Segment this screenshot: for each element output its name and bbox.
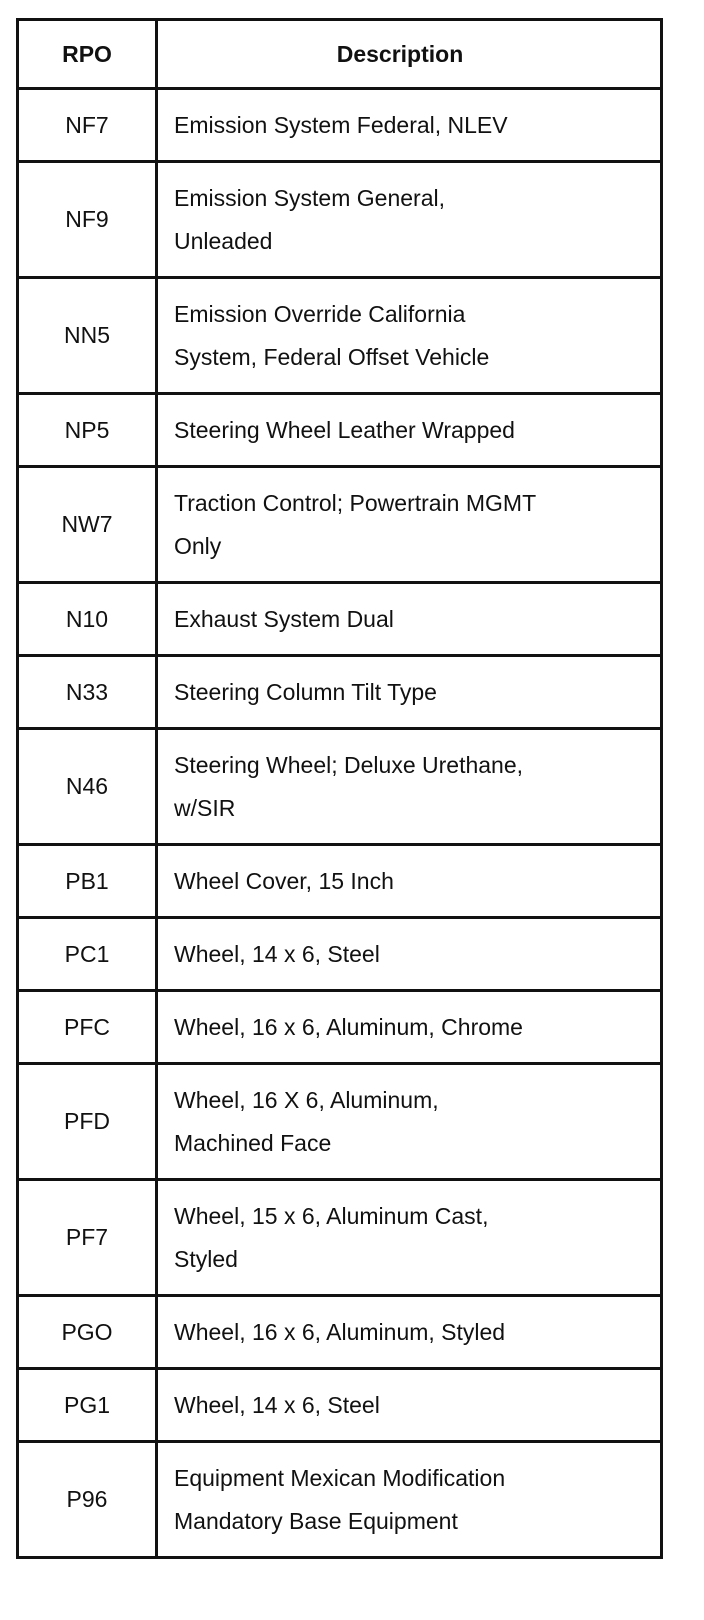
rpo-code-cell: PFC: [19, 992, 158, 1062]
description-cell: [158, 919, 660, 989]
description-cell: [158, 584, 660, 654]
rpo-code-cell: NN5: [19, 279, 158, 392]
rpo-code-cell: PC1: [19, 919, 158, 989]
description-line: Emission Override California: [174, 300, 466, 327]
rpo-code-cell: PGO: [19, 1297, 158, 1367]
description-line: Exhaust System Dual: [174, 605, 394, 632]
table-row: [19, 919, 660, 992]
table-row: [19, 730, 660, 846]
description-cell: [158, 846, 660, 916]
description-line: Steering Wheel Leather Wrapped: [174, 416, 515, 443]
rpo-code-cell: PF7: [19, 1181, 158, 1294]
rpo-code-cell: N46: [19, 730, 158, 843]
rpo-code-cell: NF9: [19, 163, 158, 276]
table-row: [19, 1181, 660, 1297]
description-cell: [158, 468, 660, 581]
rpo-table: [16, 18, 663, 1559]
description-line: Steering Column Tilt Type: [174, 678, 437, 705]
rpo-code-cell: PB1: [19, 846, 158, 916]
description-line: Traction Control; Powertrain MGMT: [174, 489, 537, 516]
rpo-code-cell: N10: [19, 584, 158, 654]
table-row: [19, 992, 660, 1065]
table-row: [19, 468, 660, 584]
description-line: System, Federal Offset Vehicle: [174, 343, 490, 370]
header-description: Description: [336, 40, 464, 67]
description-line: w/SIR: [174, 794, 236, 821]
description-line: Emission System Federal, NLEV: [174, 111, 508, 138]
table-row: [19, 279, 660, 395]
description-line: Wheel Cover, 15 Inch: [174, 867, 394, 894]
rpo-code-cell: N33: [19, 657, 158, 727]
table-body: [19, 90, 660, 1559]
description-cell: [158, 657, 660, 727]
description-cell: [158, 1065, 660, 1178]
description-cell: [158, 1181, 660, 1294]
description-line: Unleaded: [174, 227, 273, 254]
description-line: Wheel, 16 x 6, Aluminum, Styled: [174, 1318, 506, 1345]
table-row: [19, 163, 660, 279]
table-row: [19, 1443, 660, 1559]
description-cell: [158, 1370, 660, 1440]
table-row: [19, 90, 660, 163]
description-line: Wheel, 14 x 6, Steel: [174, 940, 380, 967]
rpo-code-cell: PFD: [19, 1065, 158, 1178]
description-line: Wheel, 15 x 6, Aluminum Cast,: [174, 1202, 489, 1229]
table-row: [19, 1370, 660, 1443]
rpo-code-cell: PG1: [19, 1370, 158, 1440]
description-cell: [158, 992, 660, 1062]
header-rpo: RPO: [19, 21, 158, 87]
description-line: Mandatory Base Equipment: [174, 1507, 458, 1534]
table-row: [19, 1297, 660, 1370]
description-line: Steering Wheel; Deluxe Urethane,: [174, 751, 524, 778]
description-line: Only: [174, 532, 222, 559]
table-row: [19, 657, 660, 730]
table-row: [19, 1065, 660, 1181]
description-line: Emission System General,: [174, 184, 445, 211]
description-cell: [158, 279, 660, 392]
description-cell: [158, 730, 660, 843]
rpo-code-cell: NP5: [19, 395, 158, 465]
table-header-row: [19, 21, 660, 90]
rpo-code-cell: NF7: [19, 90, 158, 160]
rpo-code-cell: NW7: [19, 468, 158, 581]
description-cell: [158, 90, 660, 160]
description-line: Styled: [174, 1245, 238, 1272]
description-line: Equipment Mexican Modification: [174, 1464, 506, 1491]
rpo-code-cell: P96: [19, 1443, 158, 1556]
description-cell: [158, 1297, 660, 1367]
description-line: Wheel, 14 x 6, Steel: [174, 1391, 380, 1418]
description-cell: [158, 1443, 660, 1556]
description-cell: [158, 163, 660, 276]
table-row: [19, 584, 660, 657]
description-cell: [158, 395, 660, 465]
description-line: Machined Face: [174, 1129, 332, 1156]
table-row: [19, 395, 660, 468]
table-row: [19, 846, 660, 919]
description-line: Wheel, 16 x 6, Aluminum, Chrome: [174, 1013, 523, 1040]
description-line: Wheel, 16 X 6, Aluminum,: [174, 1086, 439, 1113]
